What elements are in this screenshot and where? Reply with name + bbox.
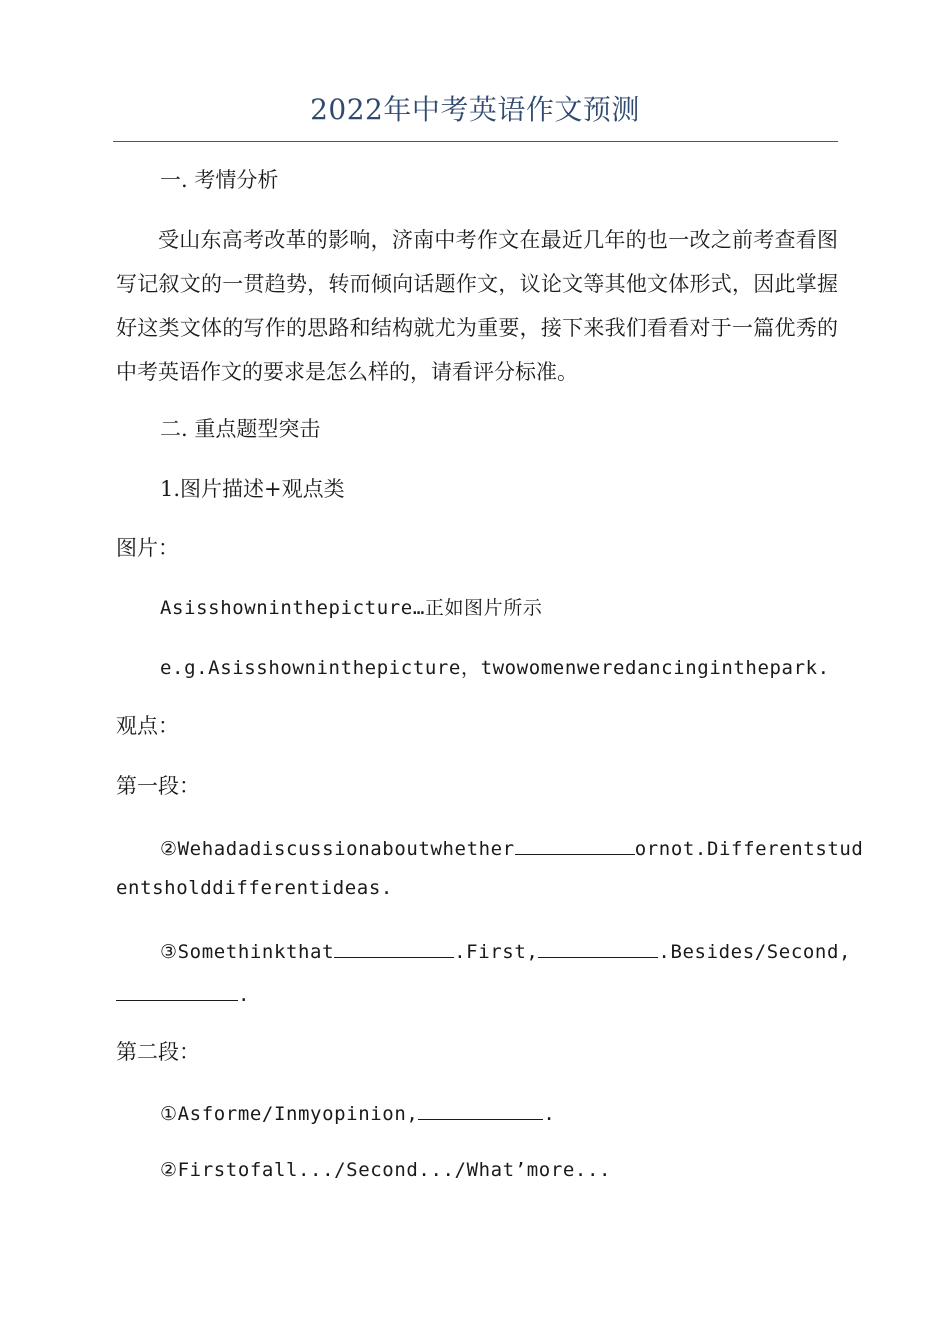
p1-item2-line1 (160, 836, 863, 859)
picture-example (160, 657, 830, 678)
p1-item3-text-c: .Besides/Second, (658, 941, 852, 963)
p1-item2-text-a: ②Wehadadiscussionaboutwhether (160, 838, 515, 860)
fill-blank (538, 939, 658, 958)
p1-item3-text-a: ③Somethinkthat (160, 941, 335, 963)
p1-item2-line2: entsholddifferentideas. (116, 877, 393, 899)
p1-item3-text-d: . (238, 984, 251, 1006)
p1-item2-text-b: ornot.Differentstud (634, 838, 864, 860)
p1-item3-line2 (116, 982, 250, 1005)
fill-blank (334, 939, 454, 958)
p1-item3-text-b: .First, (454, 941, 539, 963)
p2-item1-text-a: ①Asforme/Inmyopinion, (160, 1103, 419, 1125)
picture-phrase-text: Asisshowninthepicture…正如图片所示 (160, 597, 543, 619)
p2-item2: ②Firstofall.../Second.../What’more... (160, 1159, 612, 1181)
p2-item1 (160, 1101, 555, 1124)
fill-blank (515, 836, 635, 855)
paragraph2-label: 第二段： (116, 1040, 200, 1064)
p1-item3-line1 (160, 939, 851, 962)
picture-label: 图片： (116, 536, 179, 560)
picture-example-text: e.g.Asisshowninthepicture，twowomenweredancinginthepark. (160, 657, 830, 679)
section-heading-key-types: 二. 重点题型突击 (160, 417, 321, 441)
fill-blank (418, 1101, 543, 1120)
section-heading-analysis: 一. 考情分析 (160, 168, 279, 192)
picture-phrase (160, 597, 542, 618)
title-divider (113, 141, 838, 142)
analysis-paragraph: 受山东高考改革的影响，济南中考作文在最近几年的也一改之前考查看图写记叙文的一贯趋势，转而倾向话题作文，议论文等其他文体形式，因此掌握好这类文体的写作的思路和结构就尤为重要，接下来我们看看对于一篇优秀的中考英语作文的要求是怎么样的，请看评分标准。 (116, 228, 838, 384)
fill-blank (116, 982, 238, 1001)
p2-item1-text-b: . (543, 1103, 556, 1125)
type1-heading: 1.图片描述+观点类 (160, 477, 345, 501)
opinion-label: 观点： (116, 714, 179, 738)
paragraph1-label: 第一段： (116, 774, 200, 798)
document-title: 2022年中考英语作文预测 (310, 93, 640, 126)
